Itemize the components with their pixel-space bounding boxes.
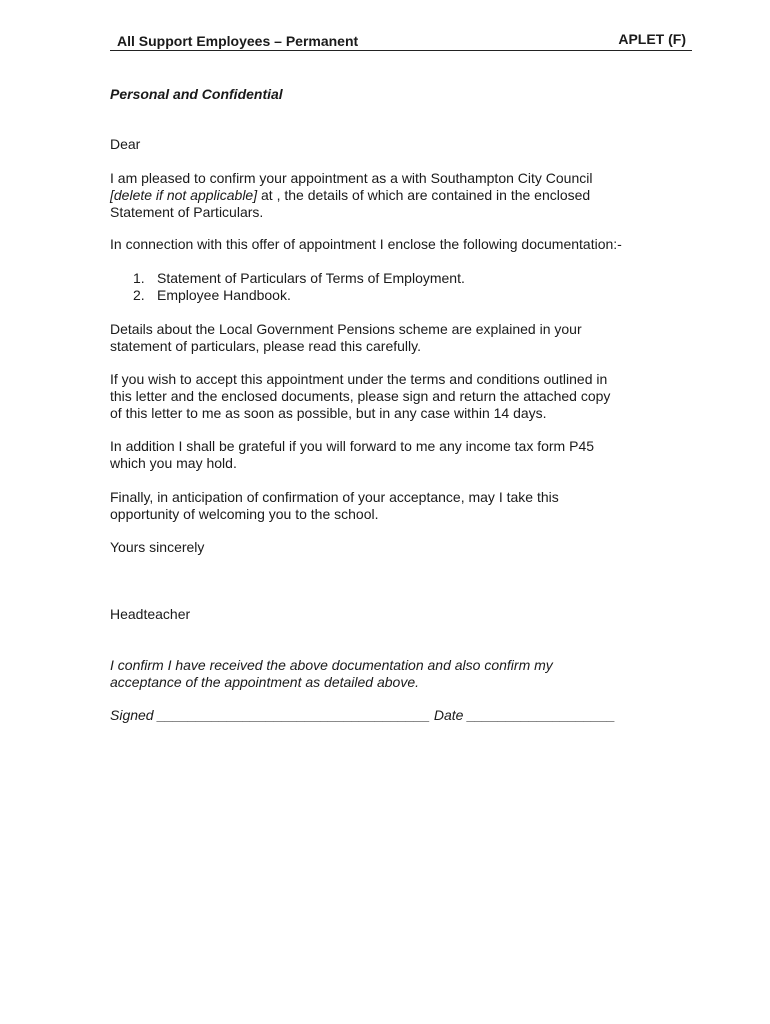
enclosure-number: 1. xyxy=(133,270,145,286)
paragraph-line: opportunity of welcoming you to the school. xyxy=(110,506,379,522)
enclosure-item xyxy=(133,270,465,287)
paragraph-line: statement of particulars, please read this carefully. xyxy=(110,338,422,354)
paragraph-p45 xyxy=(110,438,690,472)
paragraph-line: Finally, in anticipation of confirmation of your acceptance, may I take this xyxy=(110,489,559,505)
closing: Yours sincerely xyxy=(110,539,205,555)
signatory-title: Headteacher xyxy=(110,606,191,622)
paragraph-line: Details about the Local Government Pensions scheme are explained in your xyxy=(110,321,582,337)
paragraph-line: acceptance of the appointment as detailed above. xyxy=(110,674,419,690)
page-header xyxy=(110,30,692,51)
confidential-marking: Personal and Confidential xyxy=(110,86,283,102)
paragraph-welcome xyxy=(110,489,690,523)
paragraph-appointment xyxy=(110,170,690,221)
paragraph-acceptance xyxy=(110,371,690,422)
paragraph-line: this letter and the enclosed documents, please sign and return the attached copy xyxy=(110,388,611,404)
paragraph-line: If you wish to accept this appointment under the terms and conditions outlined in xyxy=(110,371,608,387)
paragraph-pensions xyxy=(110,321,690,355)
enclosure-text: Statement of Particulars of Terms of Employment. xyxy=(157,270,465,286)
paragraph-line xyxy=(110,187,690,204)
salutation: Dear xyxy=(110,136,141,152)
paragraph-line: Statement of Particulars. xyxy=(110,204,264,220)
paragraph-line-rest: at , the details of which are contained in the enclosed xyxy=(257,187,591,203)
paragraph-line: In addition I shall be grateful if you will forward to me any income tax form P45 xyxy=(110,438,595,454)
delete-note: [delete if not applicable] xyxy=(110,187,258,203)
enclosure-number: 2. xyxy=(133,287,145,303)
paragraph-line: I am pleased to confirm your appointment as a with Southampton City Council xyxy=(110,170,593,186)
paragraph-line: I confirm I have received the above documentation and also confirm my xyxy=(110,657,553,673)
paragraph-line: of this letter to me as soon as possible, but in any case within 14 days. xyxy=(110,405,547,421)
paragraph-line: which you may hold. xyxy=(110,455,237,471)
paragraph-enclosures-intro: In connection with this offer of appointment I enclose the following documentation:- xyxy=(110,236,622,252)
enclosure-text: Employee Handbook. xyxy=(157,287,291,303)
confirmation-statement xyxy=(110,657,690,691)
header-title: All Support Employees – Permanent xyxy=(117,33,359,49)
signature-date-line: Signed ___________________________________ Date ___________________ xyxy=(110,707,616,723)
enclosure-item xyxy=(133,287,291,304)
document-code: APLET (F) xyxy=(618,31,686,47)
